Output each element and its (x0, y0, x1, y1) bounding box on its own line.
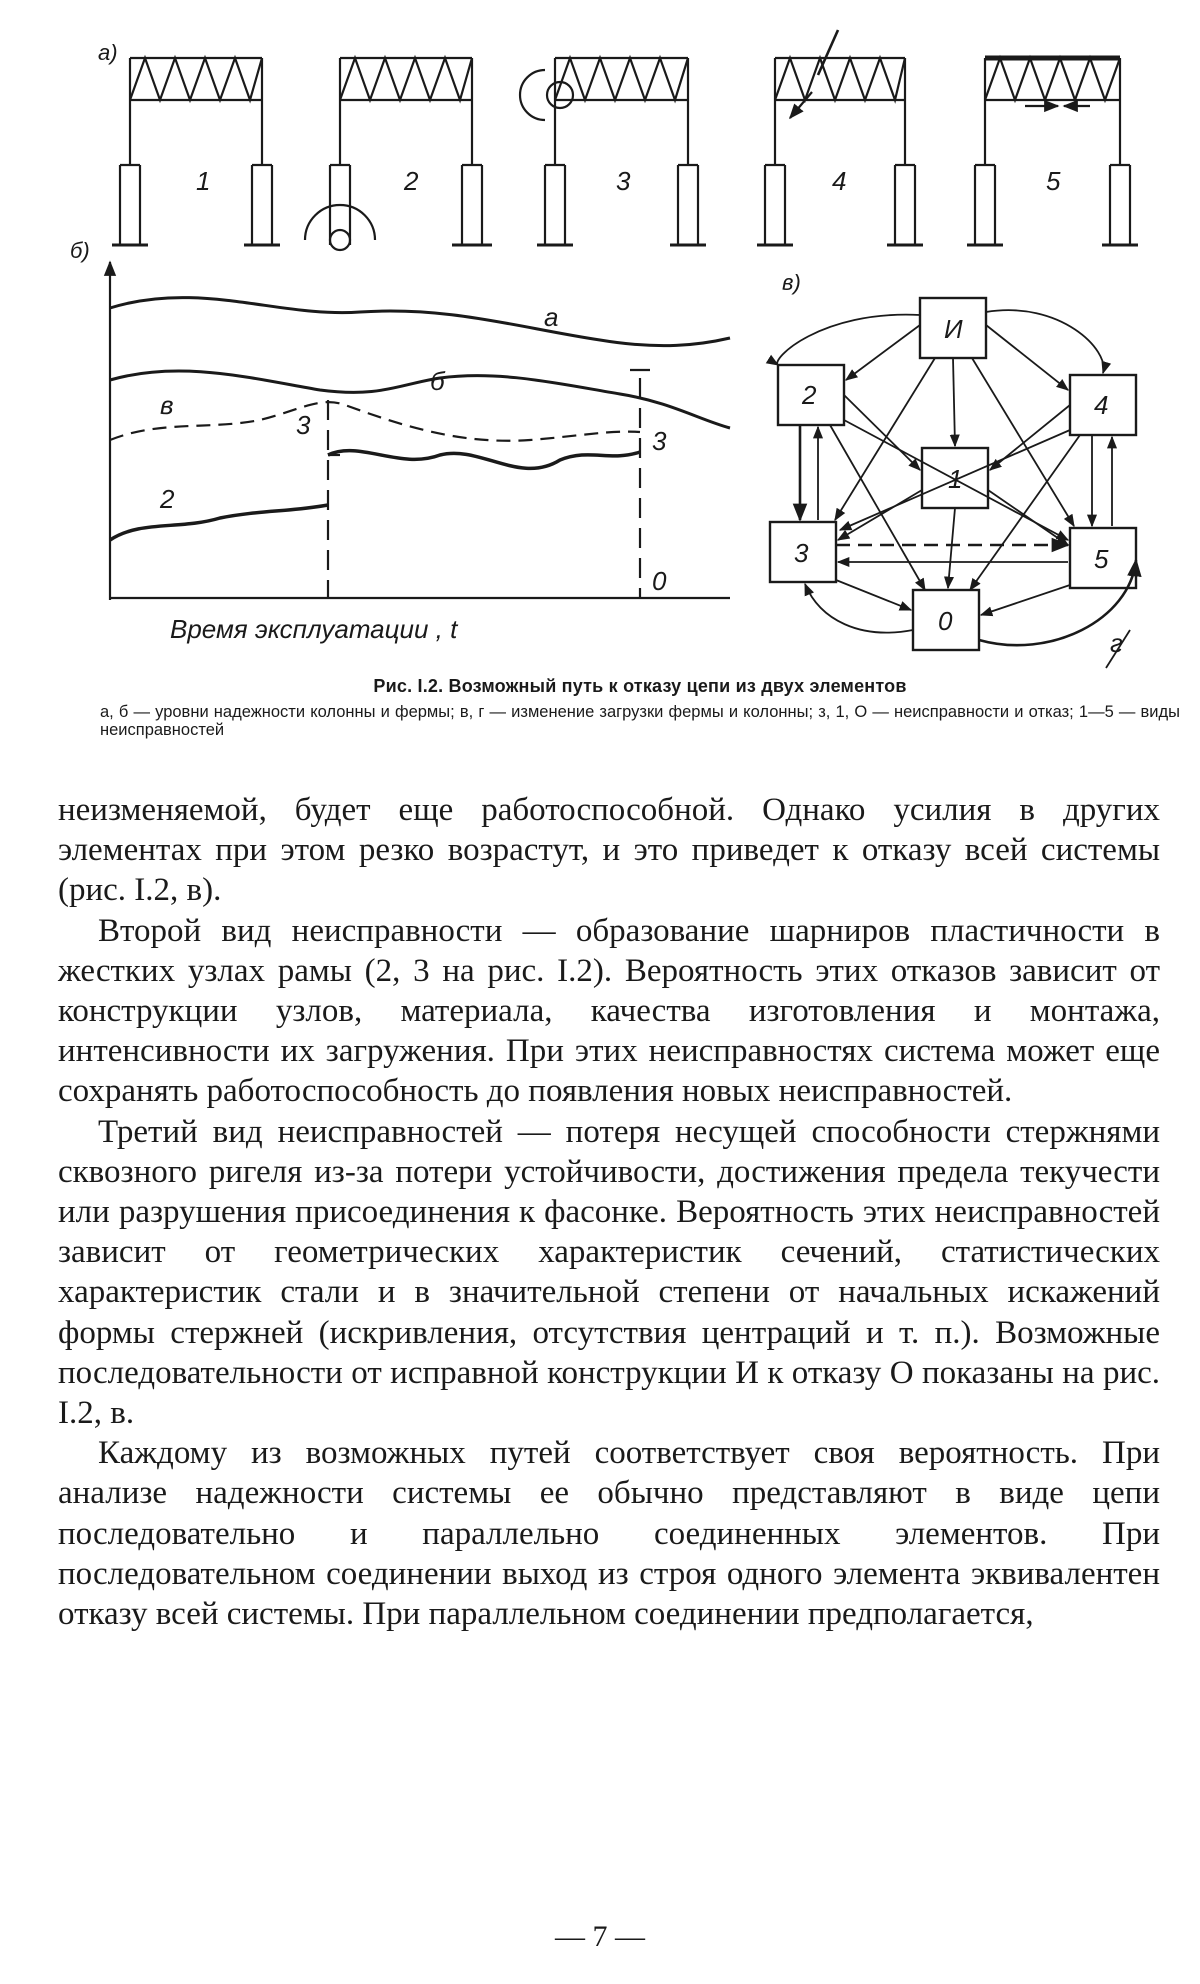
body-text (58, 790, 1160, 1634)
node-label-5: 5 (1094, 544, 1109, 574)
node-label-I: И (944, 314, 963, 344)
curve-a (110, 298, 730, 346)
paragraph-4: Каждому из возможных путей соответствует своя вероятность. При анализе надежности системы ее обычно представляют в виде цепи последовательно и параллельно соединенных элементов. При последовательном соединении выход из строя одного элемента эквивалентен отказу всей системы. При параллельном соединении предполагается, (58, 1435, 1160, 1633)
paragraph-2: Второй вид неисправности — образование шарниров пластичности в жестких узлах рамы (2, 3 на рис. I.2). Вероятность этих отказов зависит от конструкции узлов, материала, качества изготовления и монтажа, интенсивности их загружения. При этих неисправностях система может еще сохранять работоспособность до появления новых неисправностей. (58, 912, 1160, 1110)
time-axis-label: Время эксплуатации , t (170, 614, 458, 644)
reliability-graph (110, 262, 730, 600)
frame-3 (520, 58, 706, 245)
paragraph-3: Третий вид неисправностей — потеря несущей способности стержнями сквозного ригеля из-за потери устойчивости, достижения предела текучести или разрушения присоединения к фасонке. Вероятность этих неисправностей зависит от геометрических характеристик сечений, статистических характеристик стали и в значительной степени от начальных искажений формы стержней (искривления, отсутствия центраций и т. п.). Возможные последовательности от исправной конструкции И к отказу О показаны на рис. I.2, в. (58, 1113, 1160, 1432)
curve-label-0: 0 (652, 566, 667, 596)
frame-label-4: 4 (832, 166, 847, 196)
frame-label-2: 2 (404, 166, 419, 196)
node-label-1: 1 (948, 464, 963, 494)
caption-title: Рис. I.2. Возможный путь к отказу цепи из двух элементов (373, 676, 907, 696)
node-label-2: 2 (802, 380, 817, 410)
frame-4 (757, 30, 923, 245)
curve-label-2: 2 (160, 484, 175, 514)
curve-b (110, 371, 730, 428)
curve-label-3-right: 3 (652, 426, 667, 456)
frame-label-1: 1 (196, 166, 211, 196)
paragraph-1: неизменяемой, будет еще работоспособной. Однако усилия в других элементах при этом резко возрастут, и это приведет к отказу всей системы (рис. I.2, в). (58, 792, 1160, 909)
frame-label-5: 5 (1046, 166, 1061, 196)
caption-text: а, б — уровни надежности колонны и фермы; в, г — изменение загрузки фермы и колонны; з, 1, О — неисправности и отказ; 1—5 — виды неисправностей (100, 703, 1180, 739)
curve-label-3-left: 3 (296, 410, 311, 440)
curve-2 (110, 505, 328, 540)
figure-caption (100, 676, 1180, 739)
subfig-c-label: в) (782, 270, 801, 295)
subfig-b-label: б) (70, 238, 90, 263)
node-label-0: 0 (938, 606, 953, 636)
g-label: г (1110, 628, 1123, 658)
node-label-4: 4 (1094, 390, 1109, 420)
frame-2 (305, 58, 492, 250)
curve-label-a: а (544, 302, 559, 332)
page-number: — 7 — (555, 1920, 645, 1953)
frame-label-3: 3 (616, 166, 631, 196)
figure-i2 (0, 0, 1200, 670)
curve-label-v: в (160, 390, 174, 420)
curve-v (110, 402, 640, 441)
frame-1 (112, 58, 280, 245)
curve-lower (328, 451, 640, 469)
subfig-a-label: а) (98, 40, 118, 65)
node-label-3: 3 (794, 538, 809, 568)
frame-5 (967, 58, 1138, 245)
curve-label-b: б (430, 366, 445, 396)
